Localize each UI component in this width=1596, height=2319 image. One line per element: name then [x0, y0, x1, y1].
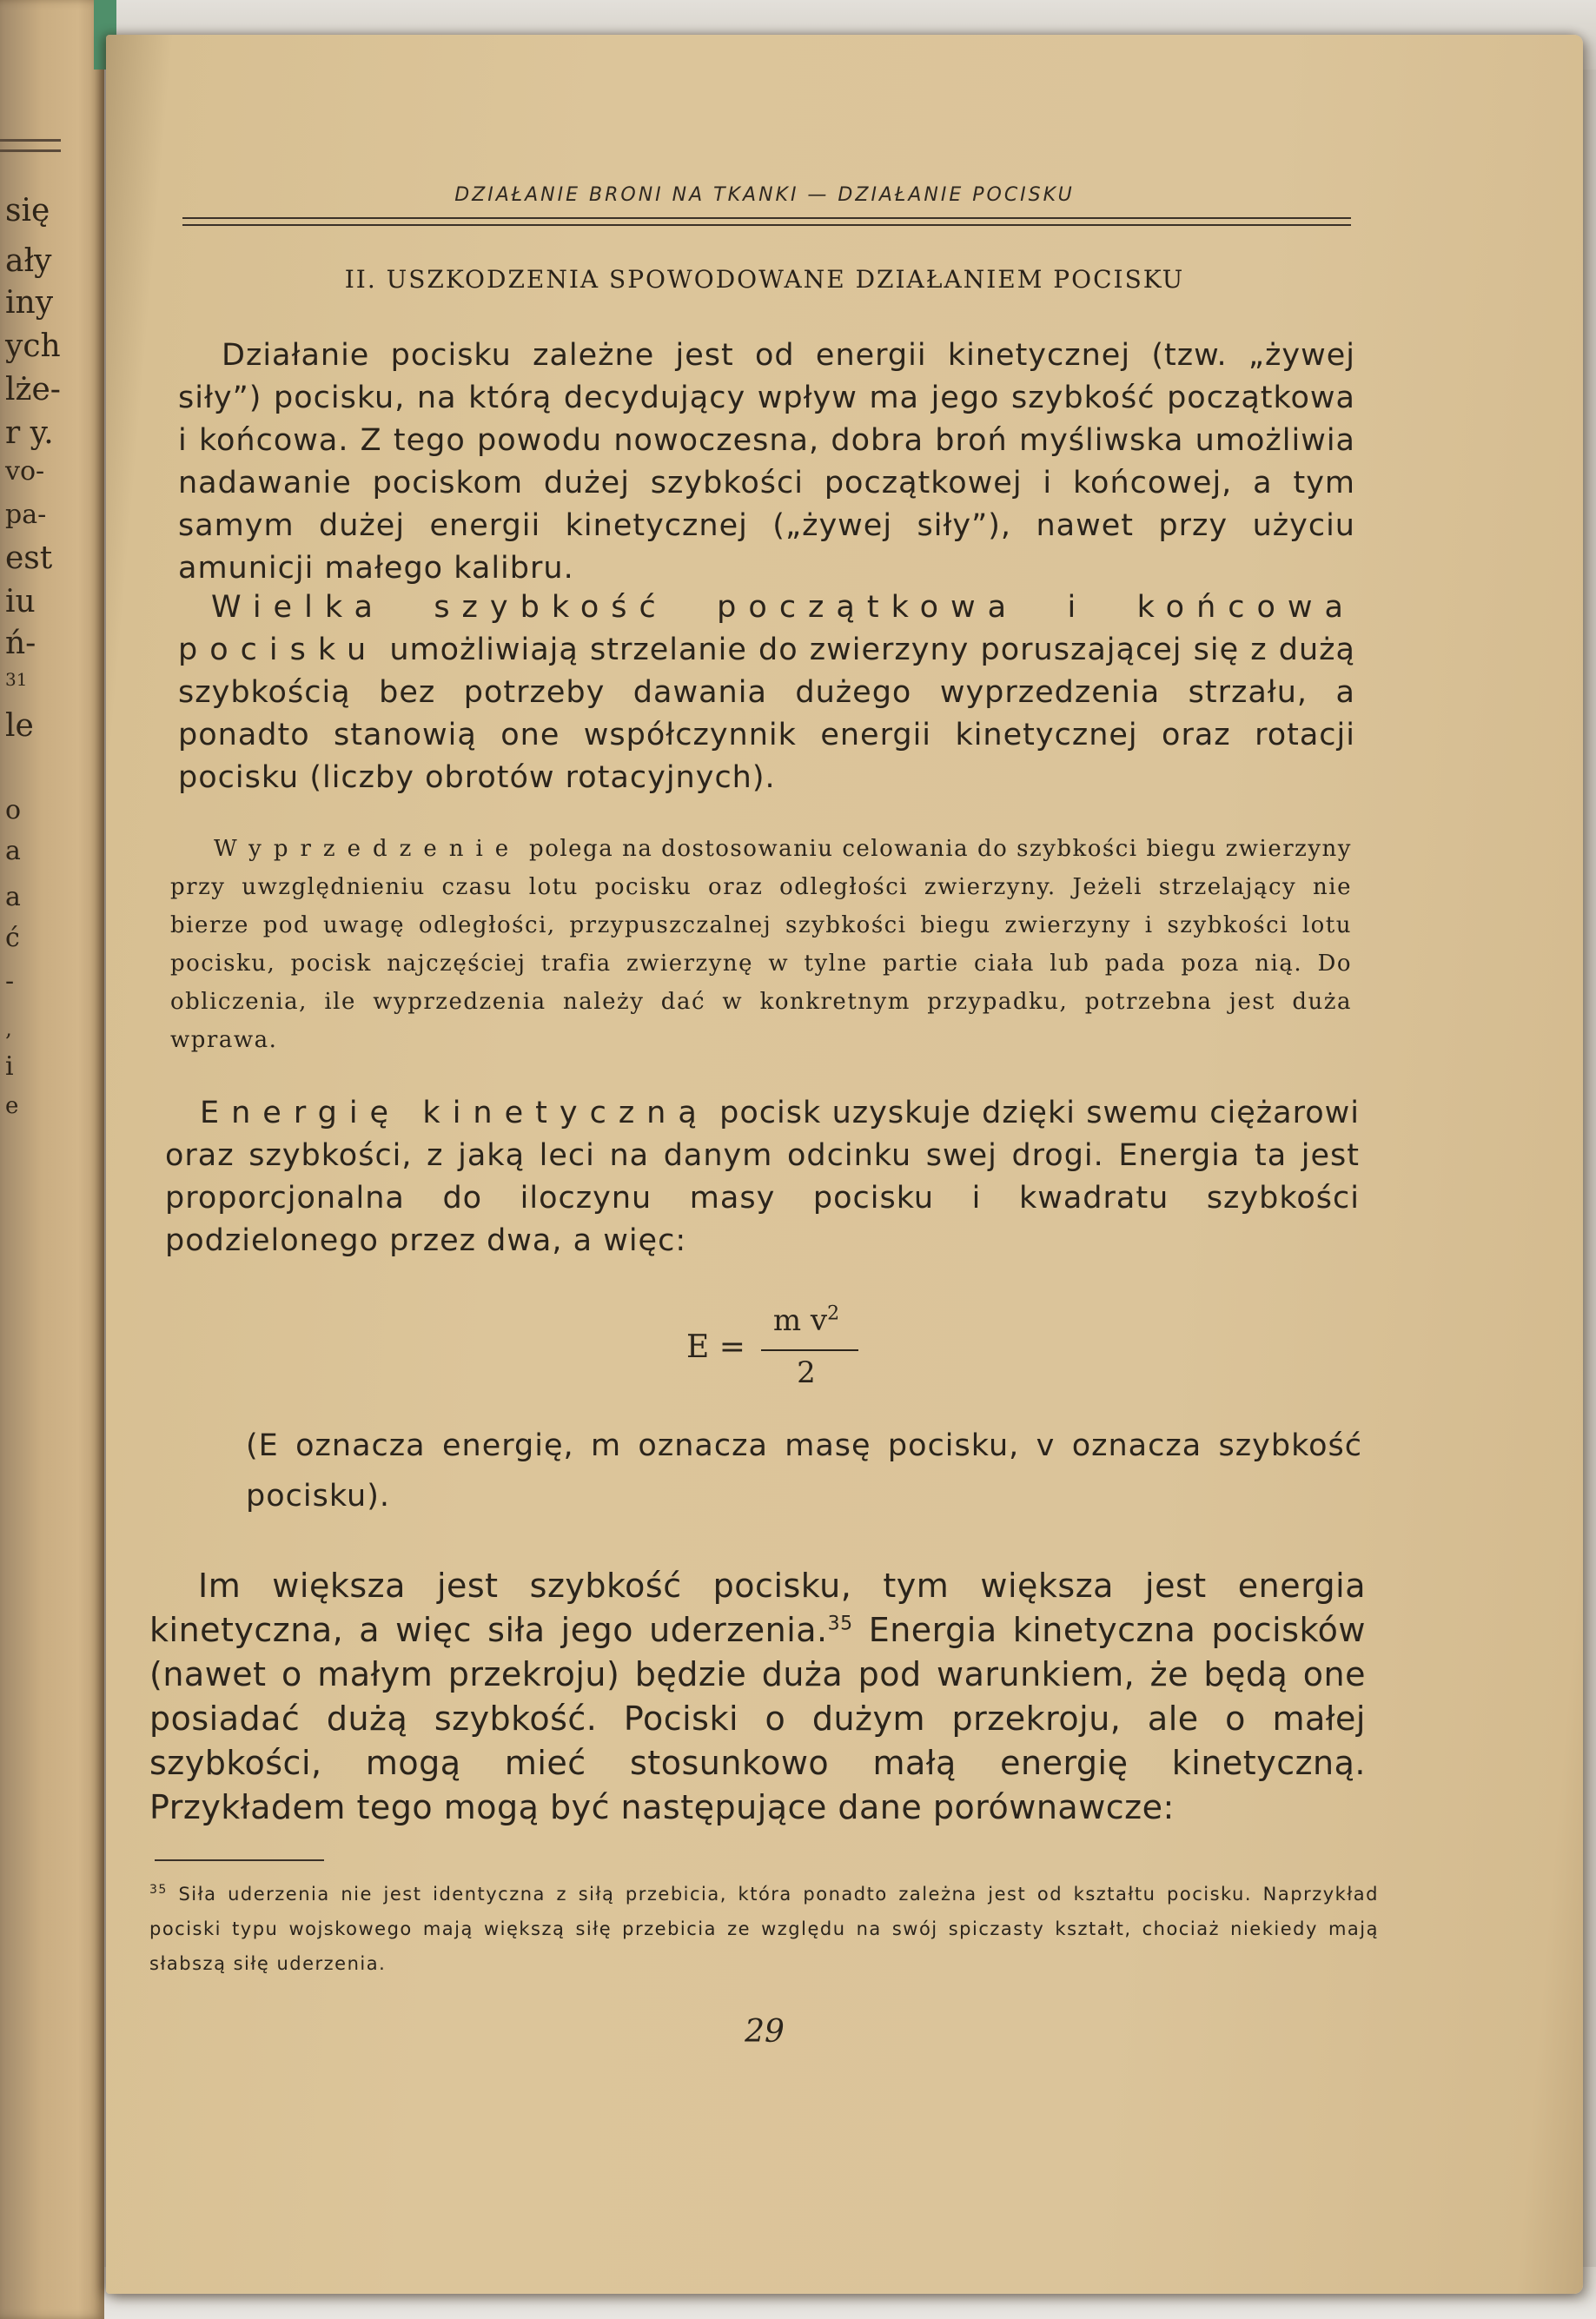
previous-page-word: 31 [5, 669, 28, 690]
paragraph-2-text: umożliwiają strzelanie do zwierzyny poruszającej się z dużą szybkością bez potrzeby dawania dużego wyprzedzenia strzału, a ponadto stanowią one współczynnik energii kinetycznej oraz rotacji pocisku (liczby obrotów rotacyjnych). [178, 633, 1355, 795]
paragraph-3-note [170, 830, 1352, 1059]
formula-numerator: m $v^2$ [772, 1302, 840, 1338]
formula-denominator: 2 [797, 1355, 816, 1390]
previous-page-word: - [5, 966, 15, 997]
formula-lhs: E = [686, 1329, 745, 1365]
paragraph-6 [149, 1564, 1366, 1830]
energy-formula [686, 1303, 869, 1399]
previous-page-rule [0, 139, 61, 142]
emphasized-term: Energię kinetyczną [200, 1096, 709, 1130]
header-rule [182, 224, 1351, 226]
previous-page-word: a [5, 882, 21, 912]
previous-page-word: vo- [5, 456, 45, 487]
running-head: DZIAŁANIE BRONI NA TKANKI — DZIAŁANIE POCISKU [454, 184, 1075, 206]
paragraph-4-text: pocisk uzyskuje dzięki swemu ciężarowi oraz szybkości, z jaką leci na danym odcinku swej drogi. Energia ta jest proporcjonalna do iloczynu masy pocisku i kwadratu szybkości podzielonego przez dwa, a więc: [165, 1096, 1361, 1258]
emphasized-phrase: Wielka szybkość początkowa i końcowa pocisku [178, 590, 1355, 667]
formula-explanation: (E oznacza energię, m oznacza masę pocisku, v oznacza szybkość pocisku). [246, 1428, 1362, 1514]
footnote [149, 1877, 1379, 1981]
previous-page-word: r y. [5, 415, 54, 451]
previous-page-word: pa- [5, 500, 47, 530]
previous-page-word: iny [5, 285, 54, 321]
emphasized-term: Wyprzedzenie [214, 836, 521, 862]
previous-page-word: ć [5, 923, 20, 953]
paragraph-4 [165, 1092, 1360, 1262]
fraction-bar [761, 1349, 858, 1351]
previous-page-word: lże- [5, 372, 61, 407]
previous-page-rule [0, 149, 61, 152]
paragraph-6-text-cont: Energia kinetyczna pocisków (nawet o małym przekroju) będzie duża pod warunkiem, że będą one posiadać dużą szybkość. Pociski o dużym przekroju, ale o małej szybkości, mogą mieć stosunkowo małą energię kinetyczną. Przykładem tego mogą być następujące dane porównawcze: [149, 1611, 1366, 1826]
paragraph-2 [178, 586, 1355, 799]
previous-page-word: a [5, 836, 21, 866]
previous-page-word: ń- [5, 626, 36, 661]
section-title: II. USZKODZENIA SPOWODOWANE DZIAŁANIEM POCISKU [344, 265, 1185, 294]
formula-exponent: 2 [827, 1302, 840, 1325]
footnote-reference: 35 [827, 1613, 853, 1635]
footnote-rule [155, 1859, 324, 1861]
previous-page-edge [0, 0, 104, 2319]
footnote-text: Siła uderzenia nie jest identyczna z siłą przebicia, która ponadto zależna jest od kształtu pocisku. Naprzykład pociski typu wojskowego mają większą siłę przebicia ze względu na swój spiczasty kształt, chociaż niekiedy mają słabszą siłę uderzenia. [149, 1884, 1379, 1974]
previous-page-word: iu [5, 584, 36, 620]
paragraph-1: Działanie pocisku zależne jest od energii kinetycznej (tzw. „żywej siły”) pocisku, na którą decydujący wpływ ma jego szybkość początkowa i końcowa. Z tego powodu nowoczesna, dobra broń myśliwska umożliwia nadawanie pociskom dużej szybkości początkowej i końcowej, a tym samym dużej energii kinetycznej („żywej siły”), nawet przy użyciu amunicji małego kalibru. [178, 338, 1355, 586]
paragraph-3-text: polega na dostosowaniu celowania do szybkości biegu zwierzyny przy uwzględnieniu czasu lotu pocisku oraz odległości zwierzyny. Jeżeli strzelający nie bierze pod uwagę odległości, przypuszczalnej szybkości biegu zwierzyny i szybkości lotu pocisku, pocisk najczęściej trafia zwierzynę w tylne partie ciała lub pada poza nią. Do obliczenia, ile wyprzedzenia należy dać w konkretnym przypadku, potrzebna jest duża wprawa. [170, 836, 1352, 1053]
previous-page-word: ały [5, 243, 52, 279]
previous-page-word: o [5, 795, 22, 825]
footnote-number: 35 [149, 1883, 168, 1897]
previous-page-word: ‚ [5, 1017, 12, 1041]
header-rule [182, 217, 1351, 219]
previous-page-word: est [5, 540, 53, 576]
previous-page-word: e [5, 1093, 19, 1119]
previous-page-word: ych [5, 328, 61, 364]
previous-page-word: się [5, 193, 50, 229]
previous-page-word: i [5, 1051, 14, 1082]
previous-page-word: le [5, 708, 34, 744]
page-number: 29 [745, 2014, 785, 2050]
paragraph-6-text: Im większa jest szybkość pocisku, tym większa jest energia kinetyczna, a więc siła jego uderzenia. [149, 1567, 1366, 1649]
